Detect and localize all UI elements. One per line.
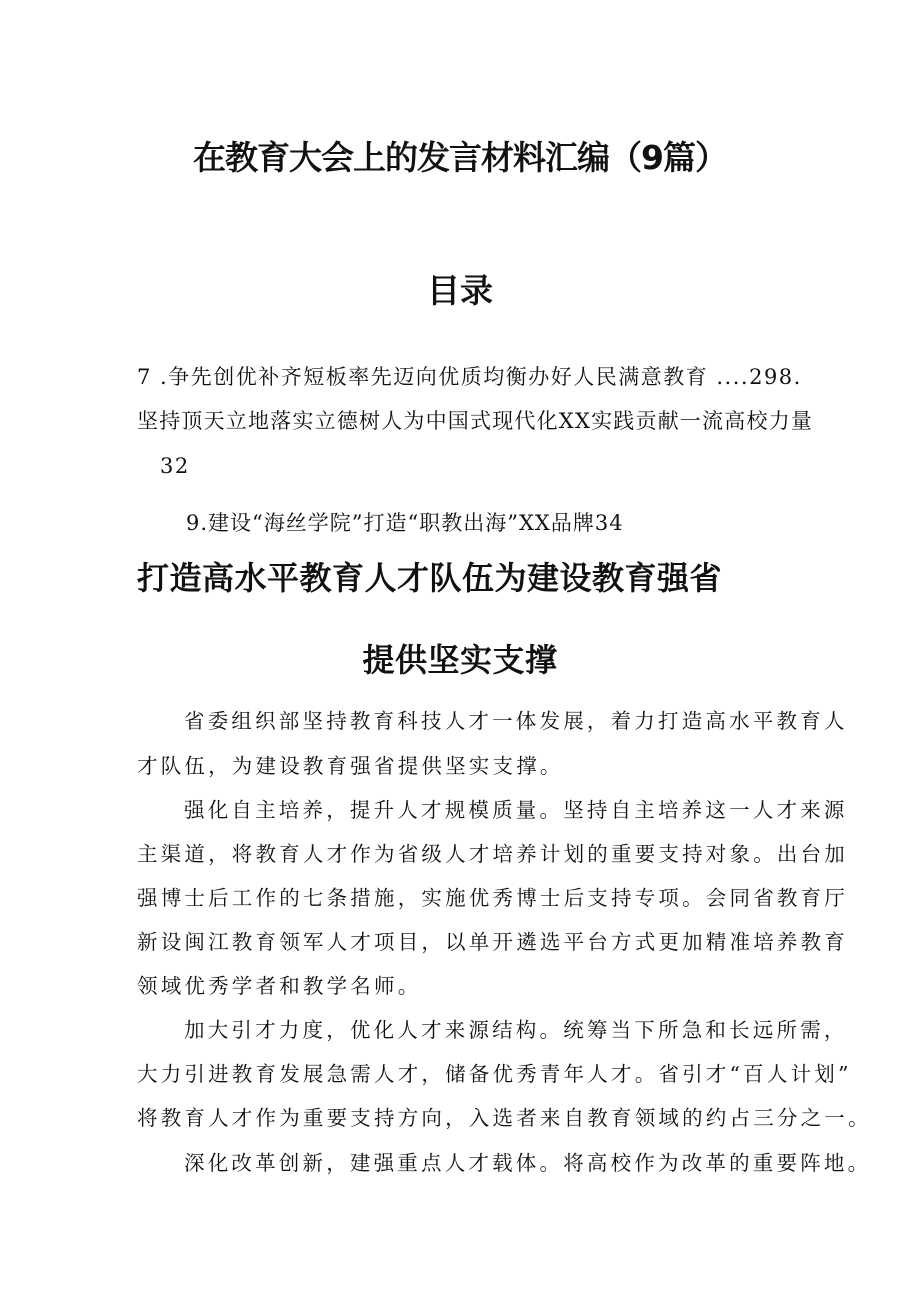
paragraph-line: 大力引进教育发展急需人才，储备优秀青年人才。省引才“百人计划”: [137, 1062, 852, 1086]
toc-entry-8-page: 32: [160, 454, 190, 478]
toc-heading: 目录: [427, 271, 493, 310]
paragraph-line: 新设闽江教育领军人才项目，以单开遴选平台方式更加精准培养教育: [137, 930, 848, 954]
paragraph-line: 强化自主培养，提升人才规模质量。坚持自主培养这一人才来源: [184, 798, 848, 822]
toc-entry-8: 坚持顶天立地落实立德树人为中国式现代化XX实践贡献一流高校力量: [137, 409, 814, 433]
article-title-line-1: 打造高水平教育人才队伍为建设教育强省: [137, 559, 723, 597]
paragraph-line: 领域优秀学者和教学名师。: [137, 974, 422, 998]
paragraph-line: 将教育人才作为重要支持方向，入选者来自教育领域的约占三分之一。: [137, 1106, 872, 1130]
document-title: 在教育大会上的发言材料汇编（9篇）: [193, 138, 727, 177]
paragraph-line: 深化改革创新，建强重点人才载体。将高校作为改革的重要阵地。: [184, 1151, 872, 1175]
article-title-line-2: 提供坚实支撑: [362, 641, 558, 679]
toc-entry-9: 9.建设“海丝学院”打造“职教出海”XX品牌34: [186, 511, 624, 535]
paragraph-line: 才队伍，为建设教育强省提供坚实支撑。: [137, 754, 564, 778]
paragraph-line: 强博士后工作的七条措施，实施优秀博士后支持专项。会同省教育厅: [137, 886, 848, 910]
paragraph-line: 加大引才力度，优化人才来源结构。统筹当下所急和长远所需，: [184, 1018, 848, 1042]
paragraph-line: 主渠道，将教育人才作为省级人才培养计划的重要支持对象。出台加: [137, 842, 848, 866]
toc-entry-7: 7 .争先创优补齐短板率先迈向优质均衡办好人民满意教育 ....298.: [137, 365, 802, 389]
paragraph-line: 省委组织部坚持教育科技人才一体发展，着力打造高水平教育人: [184, 709, 848, 733]
